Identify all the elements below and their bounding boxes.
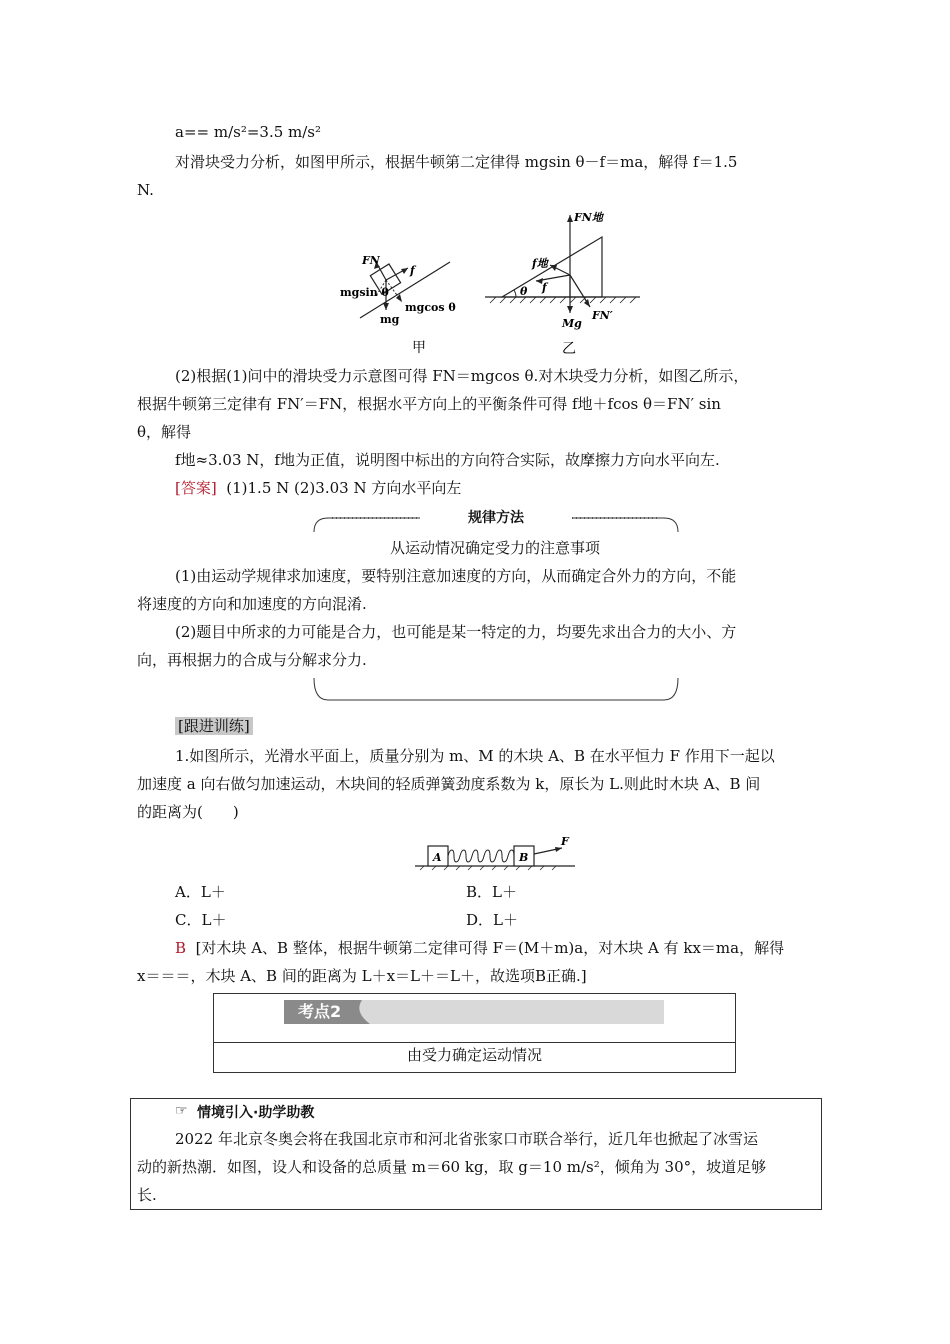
solution-1-line-2: x＝＝＝，木块 A、B 间的距离为 L＋x＝L＋＝L＋，故选项B正确.] xyxy=(137,967,587,985)
question-1-line-3: 的距离为( ) xyxy=(137,803,239,821)
analysis-line-1: 对滑块受力分析，如图甲所示，根据牛顿第二定律得 mgsin θ－f＝ma，解得 f＝1.5 xyxy=(175,153,738,171)
spring-figure xyxy=(410,834,580,874)
label-f-ground: f地 xyxy=(532,257,548,270)
spring xyxy=(448,850,514,862)
option-a: A．L＋ xyxy=(175,883,226,901)
theta-arc xyxy=(514,290,516,297)
label-mgsin: mgsin θ xyxy=(340,286,389,299)
analysis-line-2: N. xyxy=(137,181,154,199)
label-b: B xyxy=(519,851,529,864)
method-item2-line2: 向，再根据力的合成与分解求分力. xyxy=(137,651,367,669)
accel-equation: a== m/s²=3.5 m/s² xyxy=(175,123,322,141)
label-a: A xyxy=(433,851,442,864)
answer-tag: [答案] xyxy=(175,479,217,497)
solution-text-1: [对木块 A、B 整体，根据牛顿第二定律可得 F＝(M＋m)a，对木块 A 有 kx＝ma，解得 xyxy=(195,939,785,957)
label-f: f xyxy=(542,281,547,294)
kaodian-title: 由受力确定运动情况 xyxy=(406,1046,542,1064)
label-fn-prime: FN′ xyxy=(592,309,613,322)
label-theta: θ xyxy=(520,285,528,298)
method-item1-line2: 将速度的方向和加速度的方向混淆. xyxy=(137,595,367,613)
option-d: D．L＋ xyxy=(466,911,518,929)
label-fn: FN xyxy=(362,254,380,267)
kaodian-box xyxy=(213,993,736,1073)
figure-yi xyxy=(480,205,650,385)
scenario-line-2: 动的新热潮．如图，设人和设备的总质量 m＝60 kg，取 g＝10 m/s²，倾角为 30°，坡道足够 xyxy=(137,1158,767,1176)
solution-2-line-3: θ，解得 xyxy=(137,423,192,441)
followup-tag-wrap xyxy=(175,716,253,736)
hand-icon: ☞ xyxy=(175,1103,188,1119)
ground-hatch xyxy=(490,297,636,303)
scenario-line-1: 2022 年北京冬奥会将在我国北京市和河北省张家口市联合举行，近几年也掀起了冰雪运 xyxy=(175,1130,758,1148)
label-mg-big: Mg xyxy=(562,317,582,330)
answer-line xyxy=(175,478,461,498)
question-1-line-2: 加速度 a 向右做匀加速运动，木块间的轻质弹簧劲度系数为 k，原长为 L.则此时木块 A、B 间 xyxy=(137,775,761,793)
scenario-line-3: 长. xyxy=(137,1186,157,1204)
method-title: 从运动情况确定受力的注意事项 xyxy=(390,539,601,557)
scenario-box xyxy=(130,1098,822,1210)
figure-jia xyxy=(340,240,480,360)
method-item2-line1: (2)题目中所求的力可能是合力，也可能是某一特定的力，均要先求出合力的大小、方 xyxy=(175,623,737,641)
question-1-line-1: 1.如图所示，光滑水平面上，质量分别为 m、M 的木块 A、B 在水平恒力 F 作用下一起以 xyxy=(175,747,775,765)
caption-yi: 乙 xyxy=(562,341,576,357)
label-force: F xyxy=(561,835,569,848)
solution-2-line-1: (2)根据(1)问中的滑块受力示意图可得 FN＝mgcos θ.对木块受力分析，如图乙所示， xyxy=(175,367,749,385)
answer-text: (1)1.5 N (2)3.03 N 方向水平向左 xyxy=(226,479,462,497)
solution-letter: B xyxy=(175,939,187,957)
option-c: C．L＋ xyxy=(175,911,227,929)
solution-2-line-2: 根据牛顿第三定律有 FN′＝FN，根据水平方向上的平衡条件可得 f地＋fcos θ＝FN′ sin xyxy=(137,395,721,413)
option-b: B．L＋ xyxy=(466,883,517,901)
method-item1-line1: (1)由运动学规律求加速度，要特别注意加速度的方向，从而确定合外力的方向，不能 xyxy=(175,567,737,585)
label-fn-ground: FN地 xyxy=(574,211,603,224)
caption-jia: 甲 xyxy=(412,340,426,356)
label-mg: mg xyxy=(380,313,400,326)
label-f: f xyxy=(410,264,415,277)
label-mgcos: mgcos θ xyxy=(405,301,456,314)
solution-1-line-1 xyxy=(175,938,784,958)
solution-2-line-4: f地≈3.03 N，f地为正值，说明图中标出的方向符合实际，故摩擦力方向水平向左. xyxy=(175,451,720,469)
followup-tag: [跟进训练] xyxy=(175,717,253,735)
kaodian-label: 考点2 xyxy=(298,1002,342,1021)
scenario-header: 情境引入·助学助教 xyxy=(197,1105,315,1121)
method-header: 规律方法 xyxy=(420,508,572,528)
